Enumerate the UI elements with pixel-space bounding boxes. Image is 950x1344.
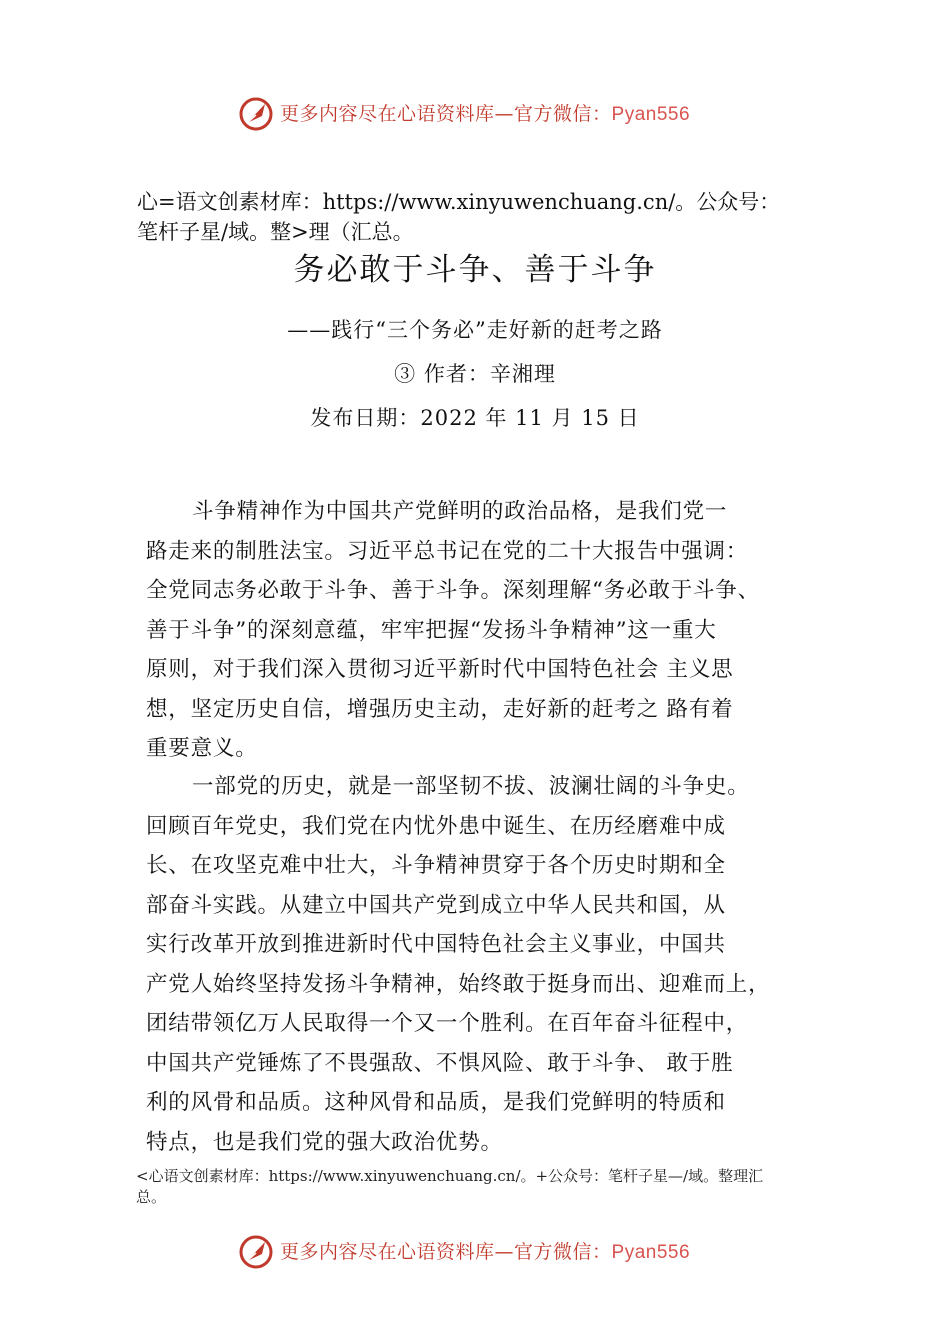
paragraph-2 <box>146 767 866 1162</box>
text-line: 团结带领亿万人民取得一个又一个胜利。在百年奋斗征程中， <box>146 1011 749 1036</box>
text-line: 路走来的制胜法宝。习近平总书记在党的二十大报告中强调： <box>146 538 749 564</box>
text-line: 原则，对于我们深入贯彻习近平新时代中国特色社会 主义思 <box>146 657 734 682</box>
source-line-2: 笔杆子星/域。整>理（汇总。 <box>137 220 414 244</box>
text-line: 想，坚定历史自信，增强历史主动，走好新的赶考之 路有着 <box>146 696 734 722</box>
footer-source-line-1: <心语文创素材库：https://www.xinyuwenchuang.cn/。+公众号：笔杆子星—/域。整理汇 <box>136 1167 764 1185</box>
text-line: 全党同志务必敢于斗争、善于斗争。深刻理解“务必敢于斗争、 <box>146 578 760 603</box>
bottom-banner <box>0 1234 950 1274</box>
text-line: 中国共产党锤炼了不畏强敌、不惧风险、敢于斗争、 敢于胜 <box>146 1050 734 1076</box>
text-line: 一部党的历史，就是一部坚韧不拔、波澜壮阔的斗争史。 <box>192 774 750 799</box>
text-line: 回顾百年党史，我们党在内忧外患中诞生、在历经磨难中成 <box>146 813 726 839</box>
text-line: 重要意义。 <box>146 736 258 761</box>
banner-handle: Pyan556 <box>611 104 691 125</box>
quill-logo-icon <box>238 1234 274 1270</box>
text-line: 长、在攻坚克难中壮大，斗争精神贯穿于各个历史时期和全 <box>146 853 726 878</box>
text-line: 产党人始终坚持发扬斗争精神，始终敢于挺身而出、迎难而上， <box>146 971 771 997</box>
text-line: 利的风骨和品质。这种风骨和品质，是我们党鲜明的特质和 <box>146 1090 726 1115</box>
article-date: 发布日期：2022 年 11 月 15 日 <box>310 406 640 430</box>
text-line: 斗争精神作为中国共产党鲜明的政治品格，是我们党一 <box>192 499 728 524</box>
article-author: ③ 作者：辛湘理 <box>394 362 556 386</box>
quill-logo-icon <box>238 96 274 132</box>
article-title: 务必敢于斗争、善于斗争 <box>293 252 657 288</box>
text-line: 特点，也是我们党的强大政治优势。 <box>146 1129 503 1155</box>
text-line: 善于斗争”的深刻意蕴，牢牢把握“发扬斗争精神”这一重大 <box>146 617 717 643</box>
footer-source-line-2: 总。 <box>136 1188 167 1206</box>
footer-source <box>136 1166 836 1208</box>
text-line: 实行改革开放到推进新时代中国特色社会主义事业，中国共 <box>146 932 726 957</box>
article-subtitle: ——践行“三个务必”走好新的赶考之路 <box>287 318 663 342</box>
text-line: 部奋斗实践。从建立中国共产党到成立中华人民共和国，从 <box>146 892 726 918</box>
banner-handle: Pyan556 <box>611 1242 691 1263</box>
banner-text: 更多内容尽在心语资料库—官方微信：Pyan556 <box>280 103 691 125</box>
top-banner <box>0 96 950 136</box>
source-line-1: 心=语文创素材库：https://www.xinyuwenchuang.cn/。公众号： <box>137 190 781 214</box>
paragraph-1 <box>146 492 866 769</box>
banner-text: 更多内容尽在心语资料库—官方微信：Pyan556 <box>280 1241 691 1263</box>
